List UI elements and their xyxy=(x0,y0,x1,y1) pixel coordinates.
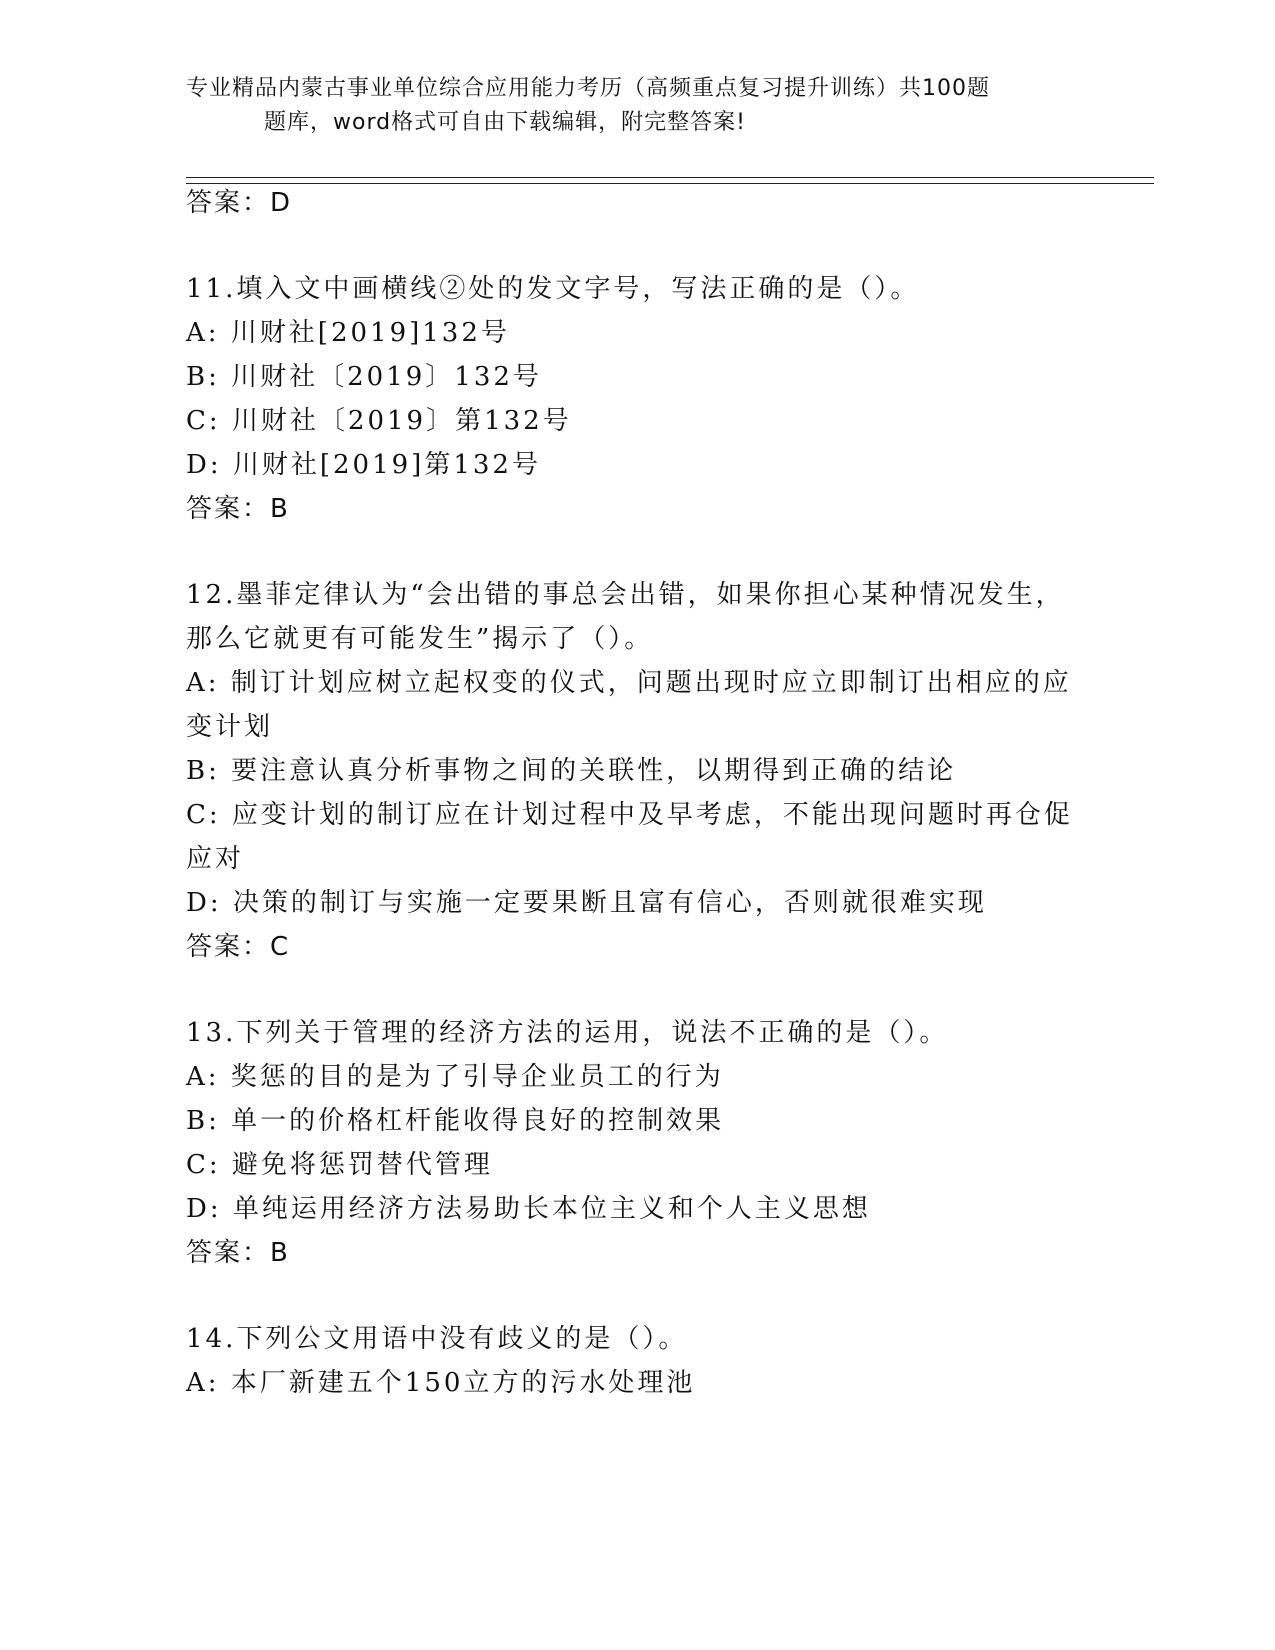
question-13-option-d: D: 单纯运用经济方法易助长本位主义和个人主义思想 xyxy=(186,1194,871,1224)
question-13-option-a: A: 奖惩的目的是为了引导企业员工的行为 xyxy=(186,1062,724,1092)
question-12-option-d: D: 决策的制订与实施一定要果断且富有信心，否则就很难实现 xyxy=(186,888,987,918)
question-12-option-c-line-1: C: 应变计划的制订应在计划过程中及早考虑，不能出现问题时再仓促 xyxy=(186,800,1073,830)
question-12-option-a-line-2: 变计划 xyxy=(186,712,274,742)
question-11-stem: 11.填入文中画横线②处的发文字号，写法正确的是（）。 xyxy=(186,274,920,304)
question-11-option-d: D: 川财社[2019]第132号 xyxy=(186,450,541,480)
question-13-answer: 答案：B xyxy=(186,1238,290,1268)
question-12-answer: 答案：C xyxy=(186,932,291,962)
question-13-option-c: C: 避免将惩罚替代管理 xyxy=(186,1150,493,1180)
question-11-option-b: B: 川财社〔2019〕132号 xyxy=(186,362,542,392)
question-11-option-a: A: 川财社[2019]132号 xyxy=(186,318,510,348)
question-13-stem: 13.下列关于管理的经济方法的运用，说法不正确的是（）。 xyxy=(186,1018,949,1048)
answer-previous: 答案：D xyxy=(186,188,293,218)
question-13-option-b: B: 单一的价格杠杆能收得良好的控制效果 xyxy=(186,1106,725,1136)
question-12-option-a-line-1: A: 制订计划应树立起权变的仪式，问题出现时应立即制订出相应的应 xyxy=(186,668,1072,698)
question-12-stem-line-2: 那么它就更有可能发生”揭示了（）。 xyxy=(186,624,654,654)
question-14-stem: 14.下列公文用语中没有歧义的是（）。 xyxy=(186,1324,688,1354)
header-rule-top xyxy=(186,177,1154,178)
header-rule-bottom xyxy=(186,183,1154,184)
header-title-line-1: 专业精品内蒙古事业单位综合应用能力考历（高频重点复习提升训练）共100题 xyxy=(186,76,990,101)
question-11-answer: 答案：B xyxy=(186,494,290,524)
header-title-line-2: 题库，word格式可自由下载编辑，附完整答案! xyxy=(264,110,746,135)
question-14-option-a: A: 本厂新建五个150立方的污水处理池 xyxy=(186,1368,696,1398)
question-11-option-c: C: 川财社〔2019〕第132号 xyxy=(186,406,572,436)
question-12-option-c-line-2: 应对 xyxy=(186,844,245,874)
document-header xyxy=(186,72,1066,140)
question-12-option-b: B: 要注意认真分析事物之间的关联性，以期得到正确的结论 xyxy=(186,756,957,786)
question-12-stem-line-1: 12.墨菲定律认为“会出错的事总会出错，如果你担心某种情况发生， xyxy=(186,580,1065,610)
